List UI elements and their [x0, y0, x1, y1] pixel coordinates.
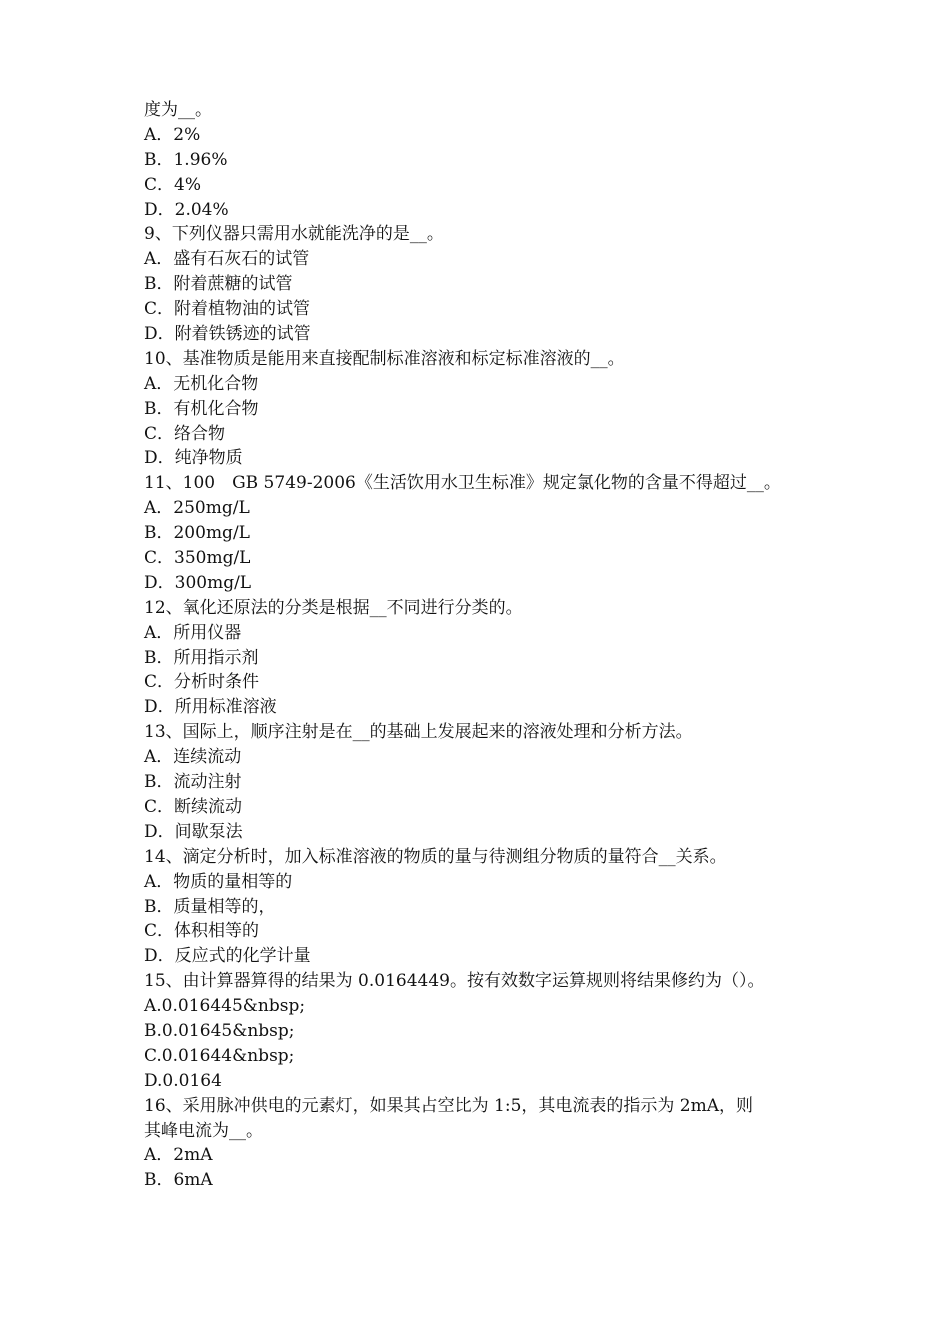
option-a: A．连续流动: [144, 747, 242, 768]
option-a: A.0.016445&nbsp;: [144, 996, 306, 1017]
option-b: B．质量相等的，: [144, 896, 276, 917]
question-16: 16、采用脉冲供电的元素灯，如果其占空比为 1:5，其电流表的指示为 2mA，则: [144, 1095, 754, 1116]
option-a: A．2mA: [144, 1145, 213, 1166]
option-b: B．流动注射: [144, 772, 242, 793]
option-b: B.0.01645&nbsp;: [144, 1020, 295, 1041]
option-d: D.0.0164: [144, 1070, 222, 1091]
question-10: 10、基准物质是能用来直接配制标准溶液和标定标准溶液的__。: [144, 348, 625, 369]
option-c: C.0.01644&nbsp;: [144, 1045, 295, 1066]
document-page: [144, 98, 824, 1193]
option-c: C．断续流动: [144, 796, 243, 817]
question-13: 13、国际上，顺序注射是在__的基础上发展起来的溶液处理和分析方法。: [144, 722, 693, 743]
question-11: 11、100 GB 5749-2006《生活饮用水卫生标准》规定氯化物的含量不得超过__。: [144, 473, 781, 494]
text-line: 度为__。: [144, 100, 212, 120]
option-d: D．2.04%: [144, 199, 229, 220]
option-d: D．间歇泵法: [144, 821, 243, 842]
option-a: A．2%: [144, 124, 201, 145]
option-d: D．所用标准溶液: [144, 697, 277, 718]
option-b: B．附着蔗糖的试管: [144, 274, 293, 295]
question-9: 9、下列仪器只需用水就能洗净的是__。: [144, 224, 444, 245]
option-a: A．无机化合物: [144, 373, 259, 394]
option-d: D．300mg/L: [144, 572, 252, 593]
option-b: B．1.96%: [144, 149, 228, 170]
option-c: C．附着植物油的试管: [144, 299, 311, 320]
option-b: B．6mA: [144, 1170, 213, 1191]
option-b: B．所用指示剂: [144, 647, 259, 668]
option-c: C．体积相等的: [144, 921, 260, 942]
option-c: C．络合物: [144, 423, 226, 444]
option-b: B．有机化合物: [144, 398, 259, 419]
question-12: 12、氧化还原法的分类是根据__不同进行分类的。: [144, 597, 523, 618]
option-a: A．250mg/L: [144, 498, 250, 519]
option-d: D．反应式的化学计量: [144, 946, 311, 967]
option-a: A．盛有石灰石的试管: [144, 249, 310, 270]
option-c: C．4%: [144, 174, 201, 195]
option-c: C．分析时条件: [144, 672, 260, 693]
question-16-continued: 其峰电流为__。: [144, 1120, 263, 1141]
option-a: A．物质的量相等的: [144, 871, 293, 892]
option-a: A．所用仪器: [144, 622, 242, 643]
question-15: 15、由计算器算得的结果为 0.0164449。按有效数字运算规则将结果修约为（）。: [144, 971, 765, 992]
option-d: D．纯净物质: [144, 448, 243, 469]
question-14: 14、滴定分析时，加入标准溶液的物质的量与待测组分物质的量符合__关系。: [144, 846, 727, 867]
option-c: C．350mg/L: [144, 548, 251, 569]
option-b: B．200mg/L: [144, 523, 250, 544]
option-d: D．附着铁锈迹的试管: [144, 324, 311, 345]
